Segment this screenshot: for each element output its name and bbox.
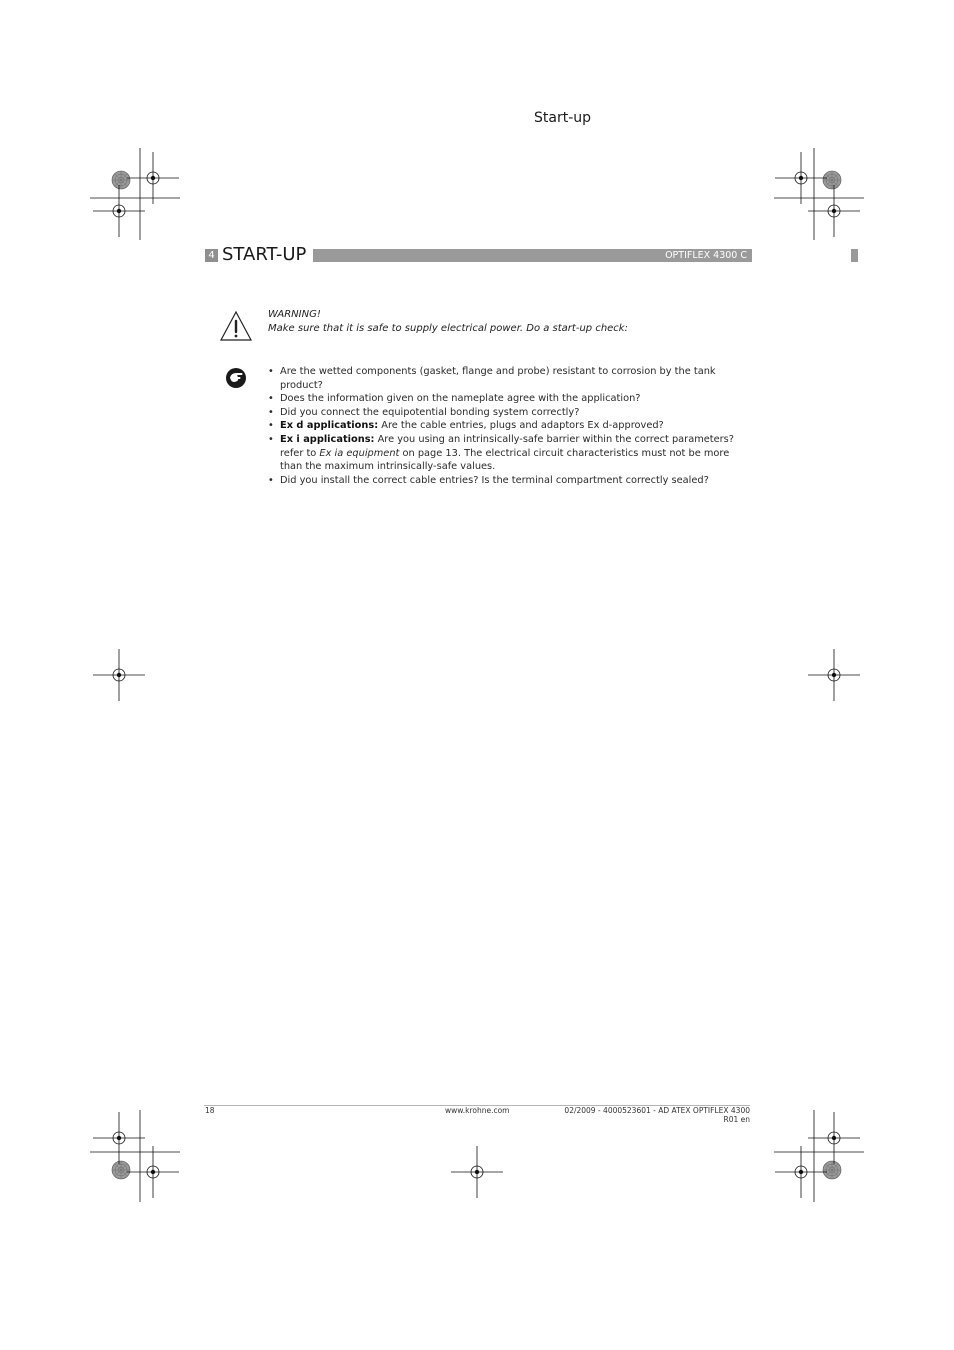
- checklist-item-text: Are the wetted components (gasket, flange and probe) resistant to corrosion by the tank product?: [280, 366, 716, 391]
- checklist-item: [268, 474, 750, 488]
- chapter-product-name: OPTIFLEX 4300 C: [665, 250, 747, 261]
- checklist-item: [268, 419, 750, 433]
- checklist-item-text: Does the information given on the nameplate agree with the application?: [280, 393, 641, 405]
- cross-reference-link[interactable]: Ex ia equipment: [319, 447, 400, 459]
- checklist-item: [268, 406, 750, 420]
- warning-triangle-icon: [219, 310, 253, 342]
- checklist-item-text: Did you connect the equipotential bonding system correctly?: [280, 406, 580, 418]
- checklist-item: [268, 392, 750, 406]
- checklist-item-text: on page 13. The electrical circuit characteristics must not be more than the maximum intrinsically-safe values.: [280, 447, 730, 473]
- footer-document-reference: 02/2009 - 4000523601 - AD ATEX OPTIFLEX 4300 R01 en: [564, 1106, 750, 1124]
- warning-heading: WARNING!: [268, 309, 321, 320]
- checklist-item: [268, 365, 750, 392]
- chapter-number: 4: [205, 249, 218, 262]
- chapter-bar: [313, 249, 752, 262]
- footer-page-number: 18: [205, 1106, 215, 1115]
- checklist-item-text: Did you install the correct cable entries? Is the terminal compartment correctly sealed?: [280, 474, 709, 486]
- edge-tab: [851, 249, 858, 262]
- warning-text: Make sure that it is safe to supply electrical power. Do a start-up check:: [268, 323, 628, 334]
- checklist-item-bold: Ex d applications:: [280, 420, 379, 432]
- startup-checklist: [268, 365, 750, 487]
- checklist-item-text: Are the cable entries, plugs and adaptors Ex d-approved?: [381, 420, 664, 432]
- footer-website: www.krohne.com: [445, 1106, 510, 1115]
- checklist-item-bold: Ex i applications:: [280, 433, 375, 445]
- page-header-title: Start-up: [534, 110, 592, 126]
- chapter-title: START-UP: [222, 244, 307, 265]
- checklist-item-text: Are you using an intrinsically-safe barrier within the correct parameters? refer to: [280, 433, 734, 459]
- pointing-hand-icon: [225, 367, 247, 389]
- checklist-item: [268, 433, 750, 474]
